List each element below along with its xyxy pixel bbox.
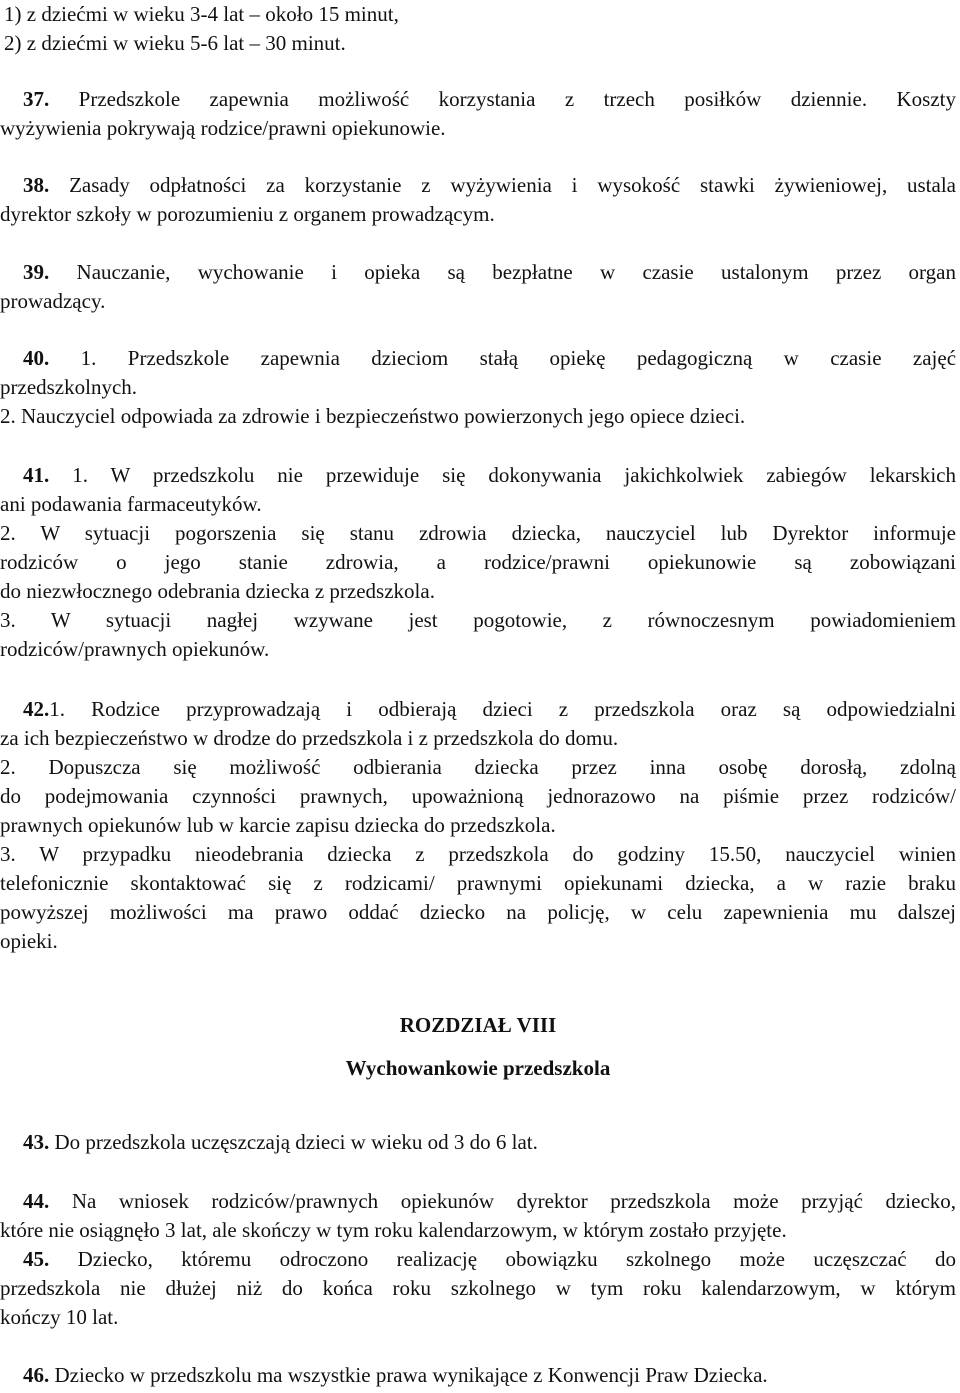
paragraph-40-cont: przedszkolnych. <box>0 375 138 399</box>
chapter-title: ROZDZIAŁ VIII <box>399 1013 557 1037</box>
paragraph-40-item-2: 2. Nauczyciel odpowiada za zdrowie i bezpieczeństwo powierzonych jego opiece dzieci. <box>0 404 746 428</box>
paragraph-number: 43. <box>23 1130 50 1154</box>
paragraph-44-cont: które nie osiągnęło 3 lat, ale skończy w tym roku kalendarzowym, w którym zostało przyjęte. <box>0 1218 787 1242</box>
paragraph-41: 41. 1. W przedszkolu nie przewiduje się dokonywania jakichkolwiek zabiegów lekarskich <box>23 463 957 487</box>
paragraph-42-cont: opieki. <box>0 929 58 953</box>
paragraph-number: 44. <box>23 1189 50 1213</box>
paragraph-45-cont: kończy 10 lat. <box>0 1305 119 1329</box>
paragraph-38: 38. Zasady odpłatności za korzystanie z wyżywienia i wysokość stawki żywieniowej, ustala <box>23 173 956 197</box>
paragraph-number: 39. <box>23 260 50 284</box>
chapter-subtitle: Wychowankowie przedszkola <box>345 1056 611 1080</box>
paragraph-42-cont: powyższej możliwości ma prawo oddać dziecko na policję, w celu zapewnienia mu dalszej <box>0 900 956 924</box>
paragraph-42-item-3: 3. W przypadku nieodebrania dziecka z przedszkola do godziny 15.50, nauczyciel winien <box>0 842 956 866</box>
paragraph-number: 38. <box>23 173 50 197</box>
paragraph-39: 39. Nauczanie, wychowanie i opieka są bezpłatne w czasie ustalonym przez organ <box>23 260 956 284</box>
paragraph-45: 45. Dziecko, któremu odroczono realizację obowiązku szkolnego może uczęszczać do <box>23 1247 956 1271</box>
paragraph-37-cont: wyżywienia pokrywają rodzice/prawni opiekunowie. <box>0 116 446 140</box>
paragraph-number: 40. <box>23 346 50 370</box>
paragraph-41-item-3: 3. W sytuacji nagłej wzywane jest pogotowie, z równoczesnym powiadomieniem <box>0 608 956 632</box>
paragraph-46: 46. Dziecko w przedszkolu ma wszystkie prawa wynikające z Konwencji Praw Dziecka. <box>23 1363 768 1387</box>
paragraph-41-cont: rodziców/prawnych opiekunów. <box>0 637 270 661</box>
paragraph-41-cont: do niezwłocznego odebrania dziecka z przedszkola. <box>0 579 435 603</box>
paragraph-42-cont: do podejmowania czynności prawnych, upoważnioną jednorazowo na piśmie przez rodziców/ <box>0 784 956 808</box>
paragraph-37: 37. Przedszkole zapewnia możliwość korzystania z trzech posiłków dziennie. Koszty <box>23 87 956 111</box>
paragraph-41-item-2: 2. W sytuacji pogorszenia się stanu zdrowia dziecka, nauczyciel lub Dyrektor informuje <box>0 521 956 545</box>
list-item: 1) z dziećmi w wieku 3-4 lat – około 15 minut, <box>4 2 399 26</box>
paragraph-40: 40. 1. Przedszkole zapewnia dzieciom stałą opiekę pedagogiczną w czasie zajęć <box>23 346 957 370</box>
paragraph-44: 44. Na wniosek rodziców/prawnych opiekunów dyrektor przedszkola może przyjąć dziecko, <box>23 1189 957 1213</box>
paragraph-number: 41. <box>23 463 50 487</box>
paragraph-43: 43. Do przedszkola uczęszczają dzieci w wieku od 3 do 6 lat. <box>23 1130 538 1154</box>
paragraph-38-cont: dyrektor szkoły w porozumieniu z organem prowadzącym. <box>0 202 495 226</box>
paragraph-number: 37. <box>23 87 50 111</box>
paragraph-42-cont: prawnych opiekunów lub w karcie zapisu dziecka do przedszkola. <box>0 813 556 837</box>
paragraph-number: 46. <box>23 1363 50 1387</box>
paragraph-42-item-2: 2. Dopuszcza się możliwość odbierania dziecka przez inna osobę dorosłą, zdolną <box>0 755 957 779</box>
paragraph-41-cont: rodziców o jego stanie zdrowia, a rodzice/prawni opiekunowie są zobowiązani <box>0 550 956 574</box>
paragraph-39-cont: prowadzący. <box>0 289 106 313</box>
paragraph-42-cont: za ich bezpieczeństwo w drodze do przedszkola i z przedszkola do domu. <box>0 726 619 750</box>
paragraph-42-cont: telefonicznie skontaktować się z rodzicami/ prawnymi opiekunami dziecka, a w razie braku <box>0 871 956 895</box>
paragraph-41-cont: ani podawania farmaceutyków. <box>0 492 262 516</box>
list-item: 2) z dziećmi w wieku 5-6 lat – 30 minut. <box>4 31 346 55</box>
paragraph-42: 42.1. Rodzice przyprowadzają i odbierają dzieci z przedszkola oraz są odpowiedzialni <box>23 697 957 721</box>
paragraph-number: 42. <box>23 697 50 721</box>
paragraph-45-cont: przedszkola nie dłużej niż do końca roku szkolnego w tym roku kalendarzowym, w którym <box>0 1276 956 1300</box>
paragraph-number: 45. <box>23 1247 50 1271</box>
